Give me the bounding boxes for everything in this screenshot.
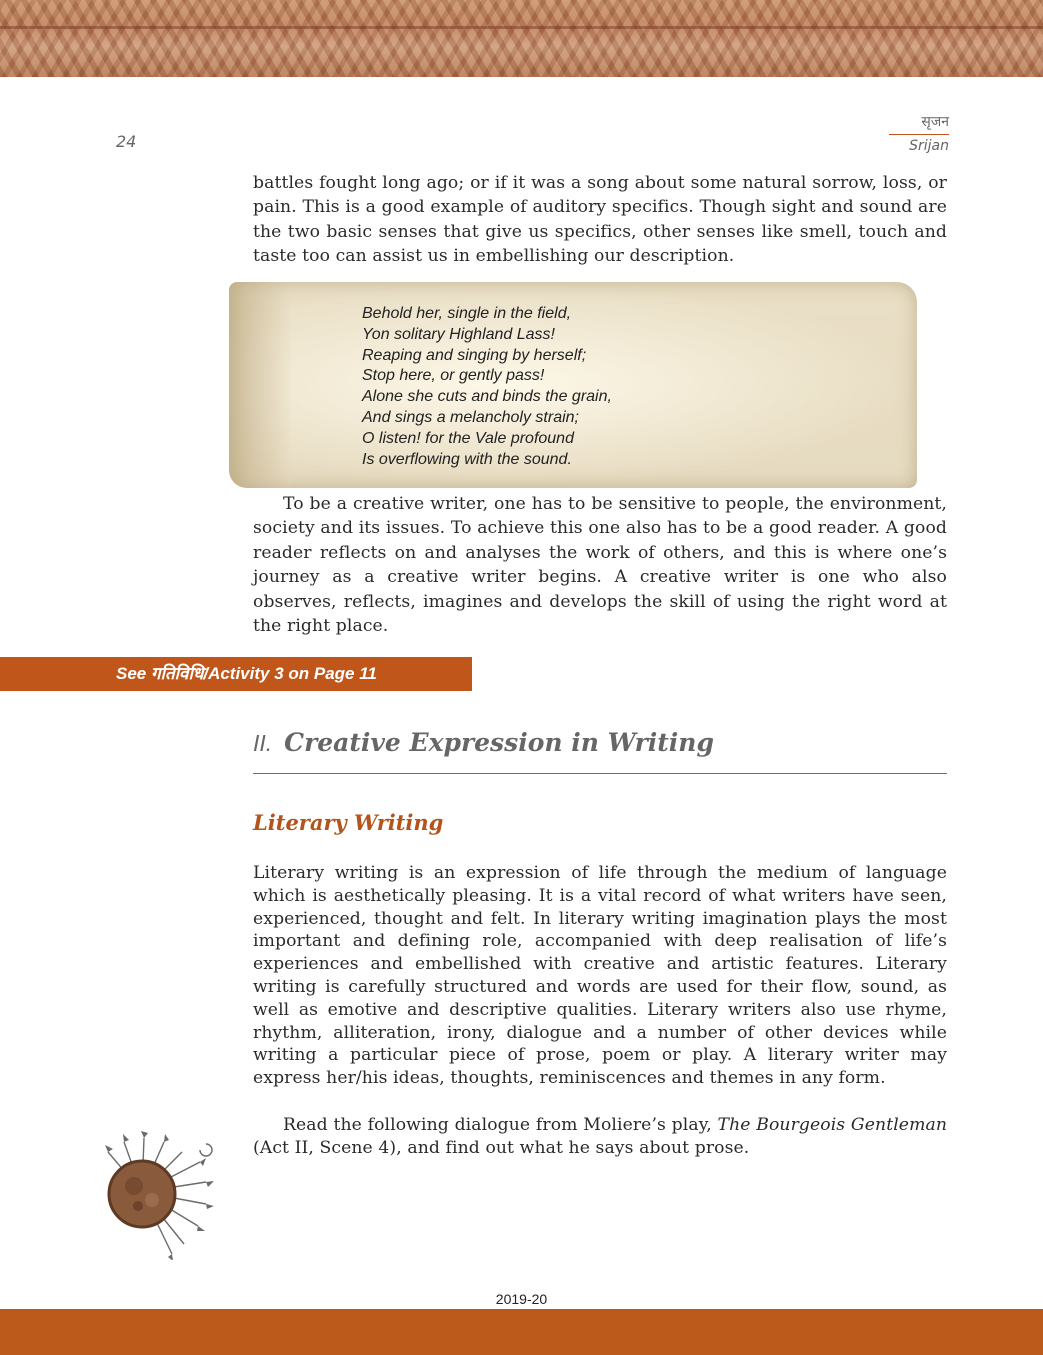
poem-line: Behold her, single in the field, [362,305,572,322]
poem-excerpt [362,304,612,470]
paragraph-creative-writer: To be a creative writer, one has to be sensitive to people, the environment, society and its issues. To achieve this one also has to be a good reader. A good reader reflects on and analyses the work of others, and this is where one’s journey as a creative writer begins. A creative writer is one who also observes, reflects, imagines and develops the skill of using the right word at the right place. [253,494,947,637]
poem-line: O listen! for the Vale profound [362,429,574,447]
running-header [889,112,949,154]
section-number: II. [253,730,273,756]
poem-line: Reaping and singing by herself; [362,346,587,364]
poem-line: And sings a melancholy strain; [362,408,579,426]
dialogue-intro-text: Read the following dialogue from Moliere’s play, [283,1115,718,1135]
footer-bar [0,1309,1043,1355]
activity-reference-link[interactable]: See गतिविधि/Activity 3 on Page 11 [0,657,472,691]
footer-year: 2019-20 [495,1291,548,1307]
book-title-hindi: सृजन [889,112,949,135]
poem-line: Alone she cuts and binds the grain, [362,388,612,406]
page-number: 24 [116,132,137,151]
book-title-english: Srijan [909,138,949,154]
paragraph-auditory-specifics: battles fought long ago; or if it was a song about some natural sorrow, loss, or pain. This is a good example of auditory specifics. Though sight and sound are the two basic senses that give us specifics, other senses like smell, touch and taste too can assist us in embellishing our description. [253,173,947,267]
subsection-heading: Literary Writing [253,810,444,835]
section-title: Creative Expression in Writing [284,728,714,757]
sun-arrows-illustration-icon [72,1130,232,1260]
paragraph-literary-writing: Literary writing is an expression of life through the medium of language which is aesthetically pleasing. It is a vital record of what writers have seen, experienced, thought and felt. In literary writing imagination plays the most important and defining role, accompanied with deep realisation of life’s experiences and embellished with creative and artistic features. Literary writing is carefully structured and words are used for their flow, sound, as well as emotive and descriptive qualities. Literary writers also use rhyme, rhythm, alliteration, irony, dialogue and a number of other devices while writing a particular piece of prose, poem or play. A literary writer may express her/his ideas, thoughts, reminiscences and themes in any form. [253,863,947,1089]
decorative-banner [0,0,1043,77]
dialogue-intro-rest: (Act II, Scene 4), and find out what he says about prose. [253,1138,750,1158]
section-heading [253,728,947,774]
play-title: The Bourgeois Gentleman [717,1115,947,1135]
poem-line: Stop here, or gently pass! [362,367,545,385]
poem-line: Yon solitary Highland Lass! [362,325,555,343]
paragraph-dialogue-intro [253,1114,947,1160]
poem-line: Is overflowing with the sound. [362,450,572,468]
